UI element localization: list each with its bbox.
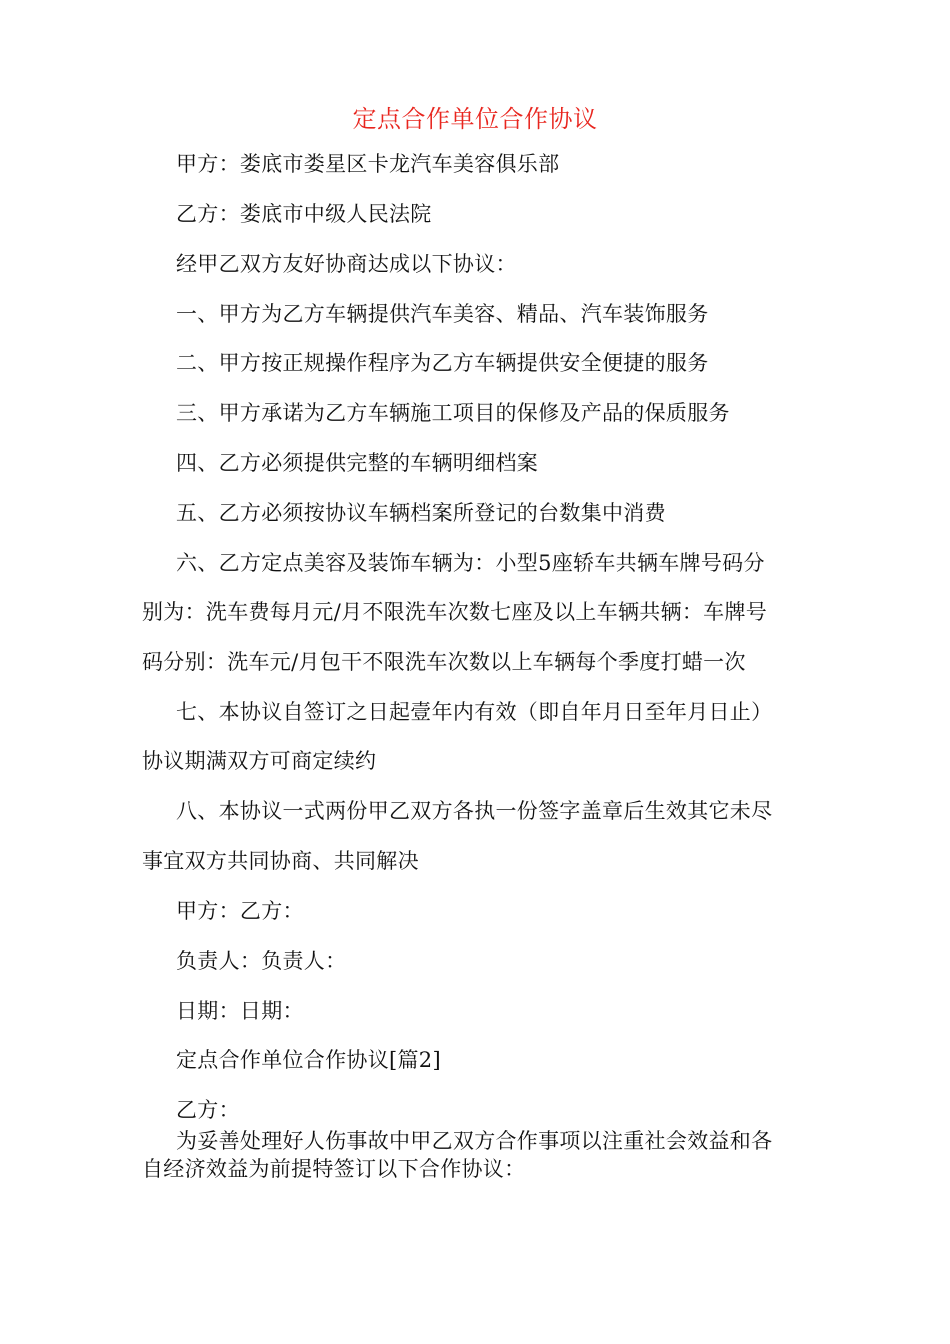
section-2-intro-line-1: 为妥善处理好人伤事故中甲乙双方合作事项以注重社会效益和各 [176, 1129, 773, 1153]
section-2-heading: 定点合作单位合作协议[篇2] [176, 1048, 441, 1072]
clause-4: 四、乙方必须提供完整的车辆明细档案 [176, 451, 539, 475]
clause-5: 五、乙方必须按协议车辆档案所登记的台数集中消费 [176, 501, 666, 525]
clause-7-line-2: 协议期满双方可商定续约 [142, 749, 377, 773]
clause-8-line-1: 八、本协议一式两份甲乙双方各执一份签字盖章后生效其它未尽 [176, 799, 773, 823]
signature-parties: 甲方：乙方： [176, 899, 304, 923]
clause-6-line-2: 别为：洗车费每月元/月不限洗车次数七座及以上车辆共辆：车牌号 [142, 600, 768, 624]
section-2-intro-line-2: 自经济效益为前提特签订以下合作协议： [142, 1157, 526, 1181]
clause-8-line-2: 事宜双方共同协商、共同解决 [142, 849, 419, 873]
intro-line: 经甲乙双方友好协商达成以下协议： [176, 252, 517, 276]
party-a-line: 甲方：娄底市娄星区卡龙汽车美容俱乐部 [176, 152, 560, 176]
document-title: 定点合作单位合作协议 [352, 105, 598, 133]
clause-7-line-1: 七、本协议自签订之日起壹年内有效（即自年月日至年月日止） [176, 700, 773, 724]
clause-2: 二、甲方按正规操作程序为乙方车辆提供安全便捷的服务 [176, 351, 709, 375]
signature-responsible: 负责人：负责人： [176, 949, 347, 973]
party-b-line: 乙方：娄底市中级人民法院 [176, 202, 432, 226]
signature-dates: 日期：日期： [176, 999, 304, 1023]
clause-6-line-1: 六、乙方定点美容及装饰车辆为：小型5座轿车共辆车牌号码分 [176, 551, 765, 575]
section-2-party-b: 乙方： [176, 1098, 240, 1122]
clause-6-line-3: 码分别：洗车元/月包干不限洗车次数以上车辆每个季度打蜡一次 [142, 650, 746, 674]
clause-1: 一、甲方为乙方车辆提供汽车美容、精品、汽车装饰服务 [176, 302, 709, 326]
clause-3: 三、甲方承诺为乙方车辆施工项目的保修及产品的保质服务 [176, 401, 730, 425]
